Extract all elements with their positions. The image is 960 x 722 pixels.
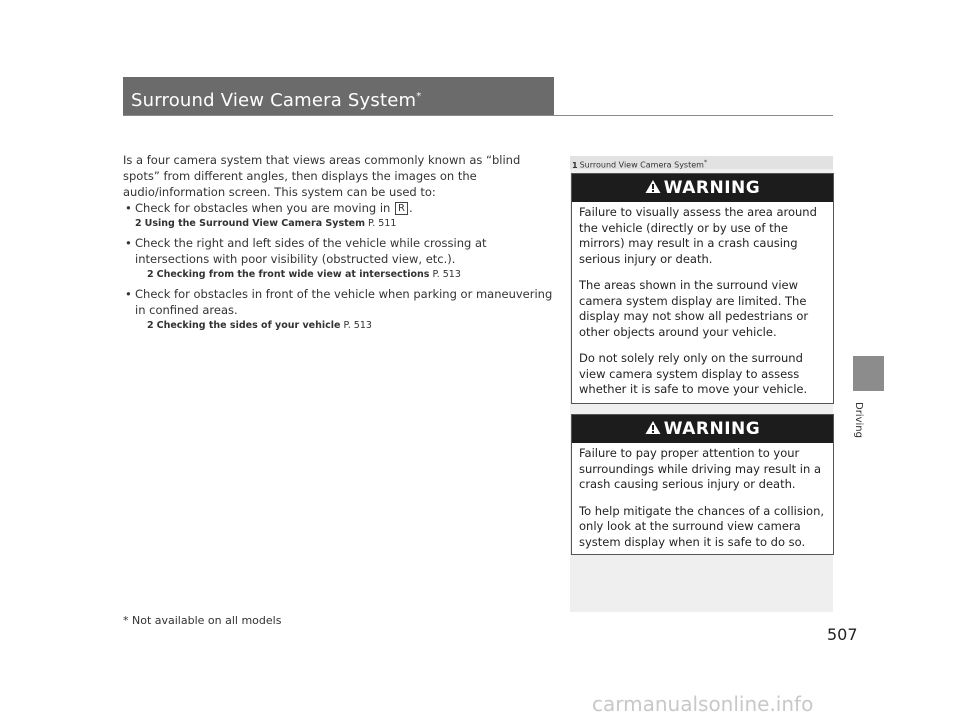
main-content: [123, 152, 553, 337]
bullet-icon: •: [125, 236, 132, 250]
list-item: • Check for obstacles in front of the vehicle when parking or maneuvering in confined areas.: [125, 287, 553, 317]
bullet-icon: •: [125, 201, 132, 215]
warning-triangle-icon: [645, 179, 661, 194]
list-item: • Check the right and left sides of the vehicle while crossing at intersections with poor visibility (obstructed view, etc.).: [125, 236, 487, 266]
page-number: 507: [827, 625, 858, 644]
reference-arrow-icon: 2: [147, 320, 154, 331]
page-title: Surround View Camera System*: [131, 90, 422, 111]
intro-paragraph: Is a four camera system that views areas commonly known as “blind spots” from different angles, then displays the images on the audio/information screen. This system can be used to:: [123, 153, 521, 199]
warning-text: Failure to visually assess the area around the vehicle (directly or by use of the mirrors) may result in a crash causing serious injury or death. The areas shown in the surround view camera system display are limited. The display may not show all pedestrians or other objects around your vehicle. Do not solely rely only on the surround view camera system display to assess whether it is safe to move your vehicle.: [579, 205, 817, 396]
warning-text: Failure to pay proper attention to your surroundings while driving may result in a crash causing serious injury or death. To help mitigate the chances of a collision, only look at the surround view camera system display when it is safe to do so.: [579, 446, 825, 549]
warning-triangle-icon: [645, 420, 661, 435]
title-divider: [123, 115, 833, 116]
cross-reference-link[interactable]: 2 Checking from the front wide view at intersections P. 513: [147, 269, 461, 280]
chapter-label: Driving: [853, 402, 864, 438]
warning-header: WARNING: [572, 174, 833, 202]
sidebar-heading: 1 Surround View Camera System*: [570, 156, 833, 169]
footnote: * Not available on all models: [123, 614, 282, 627]
warning-box: [571, 414, 834, 555]
warning-box: [571, 173, 834, 404]
bullet-icon: •: [125, 287, 132, 301]
reference-arrow-icon: 2: [147, 269, 154, 280]
list-item: • Check for obstacles when you are moving in R .: [125, 201, 413, 215]
note-marker-icon: 1: [572, 160, 578, 170]
watermark: carmanualsonline.info: [592, 692, 814, 716]
gear-reverse-icon: R: [395, 202, 408, 215]
chapter-tab[interactable]: [853, 356, 884, 391]
section-title-bar: [123, 77, 554, 115]
warning-header: WARNING: [572, 415, 833, 443]
cross-reference-link[interactable]: 2 Checking the sides of your vehicle P. 513: [147, 320, 372, 331]
reference-arrow-icon: 2: [135, 218, 142, 229]
cross-reference-link[interactable]: 2 Using the Surround View Camera System P. 511: [135, 218, 397, 229]
